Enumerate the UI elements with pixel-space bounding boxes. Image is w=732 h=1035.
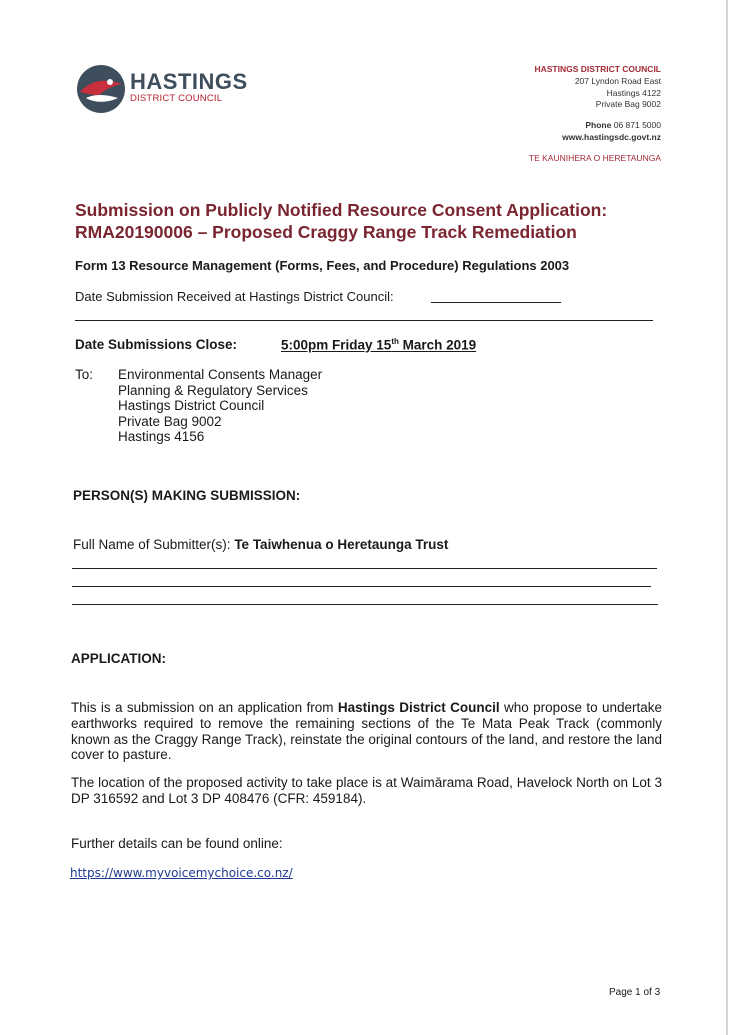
- title-line-2: RMA20190006 – Proposed Craggy Range Track Remediation: [75, 222, 577, 242]
- submitter-name: Te Taiwhenua o Heretaunga Trust: [234, 537, 449, 552]
- address-org: HASTINGS DISTRICT COUNCIL: [534, 64, 661, 74]
- divider: [75, 320, 653, 321]
- blank-line: [72, 604, 658, 605]
- application-paragraph-1: This is a submission on an application from Hastings District Council who propose to undertake earthworks required to remove the remaining sections of the Te Mata Peak Track (commonly known as the Craggy Range Track), reinstate the original contours of the land, and restore the land cover to pasture.: [71, 700, 663, 763]
- recipient-line: Environmental Consents Manager: [118, 367, 323, 382]
- further-details-label: Further details can be found online:: [71, 836, 283, 851]
- blank-line: [72, 586, 651, 587]
- close-date: 5:00pm Friday 15th March 2019: [281, 337, 477, 353]
- address-city: Hastings 4122: [606, 87, 661, 98]
- recipient-address: [118, 367, 322, 445]
- council-emblem-icon: [76, 64, 126, 114]
- document-title: [75, 199, 675, 243]
- received-label: Date Submission Received at Hastings District Council:: [75, 289, 394, 304]
- application-heading: APPLICATION:: [71, 651, 166, 666]
- application-paragraph-2: The location of the proposed activity to take place is at Waimārama Road, Havelock North on Lot 3 DP 316592 and Lot 3 DP 408476 (CFR: 459184).: [71, 775, 662, 806]
- persons-heading: PERSON(S) MAKING SUBMISSION:: [73, 488, 301, 503]
- address-street: 207 Lyndon Road East: [574, 75, 661, 86]
- council-address-block: [529, 64, 661, 165]
- form-reference: Form 13 Resource Management (Forms, Fees, and Procedure) Regulations 2003: [75, 258, 570, 273]
- submitter-name-line: Full Name of Submitter(s): Te Taiwhenua o Heretaunga Trust: [73, 537, 449, 552]
- to-label: To:: [75, 367, 94, 382]
- recipient-line: Hastings District Council: [118, 398, 265, 413]
- address-bag: Private Bag 9002: [595, 99, 661, 110]
- scan-edge-shadow: [726, 0, 728, 1035]
- received-date-field: [431, 302, 561, 303]
- page-number: Page 1 of 3: [609, 987, 661, 998]
- title-line-1: Submission on Publicly Notified Resource Consent Application:: [75, 200, 608, 220]
- close-label: Date Submissions Close:: [75, 337, 238, 352]
- address-website: www.hastingsdc.govt.nz: [562, 131, 661, 142]
- council-logo: [76, 64, 248, 114]
- details-link[interactable]: https://www.myvoicemychoice.co.nz/: [70, 866, 293, 880]
- address-maori-name: TE KAUNIHERA O HERETAUNGA: [528, 152, 661, 163]
- logo-subtitle: DISTRICT COUNCIL: [130, 93, 223, 104]
- recipient-line: Private Bag 9002: [118, 413, 222, 429]
- logo-name: HASTINGS: [130, 69, 248, 94]
- recipient-line: Hastings 4156: [118, 429, 205, 444]
- blank-line: [72, 568, 657, 569]
- recipient-line: Planning & Regulatory Services: [118, 382, 308, 398]
- address-phone: Phone 06 871 5000: [585, 120, 661, 131]
